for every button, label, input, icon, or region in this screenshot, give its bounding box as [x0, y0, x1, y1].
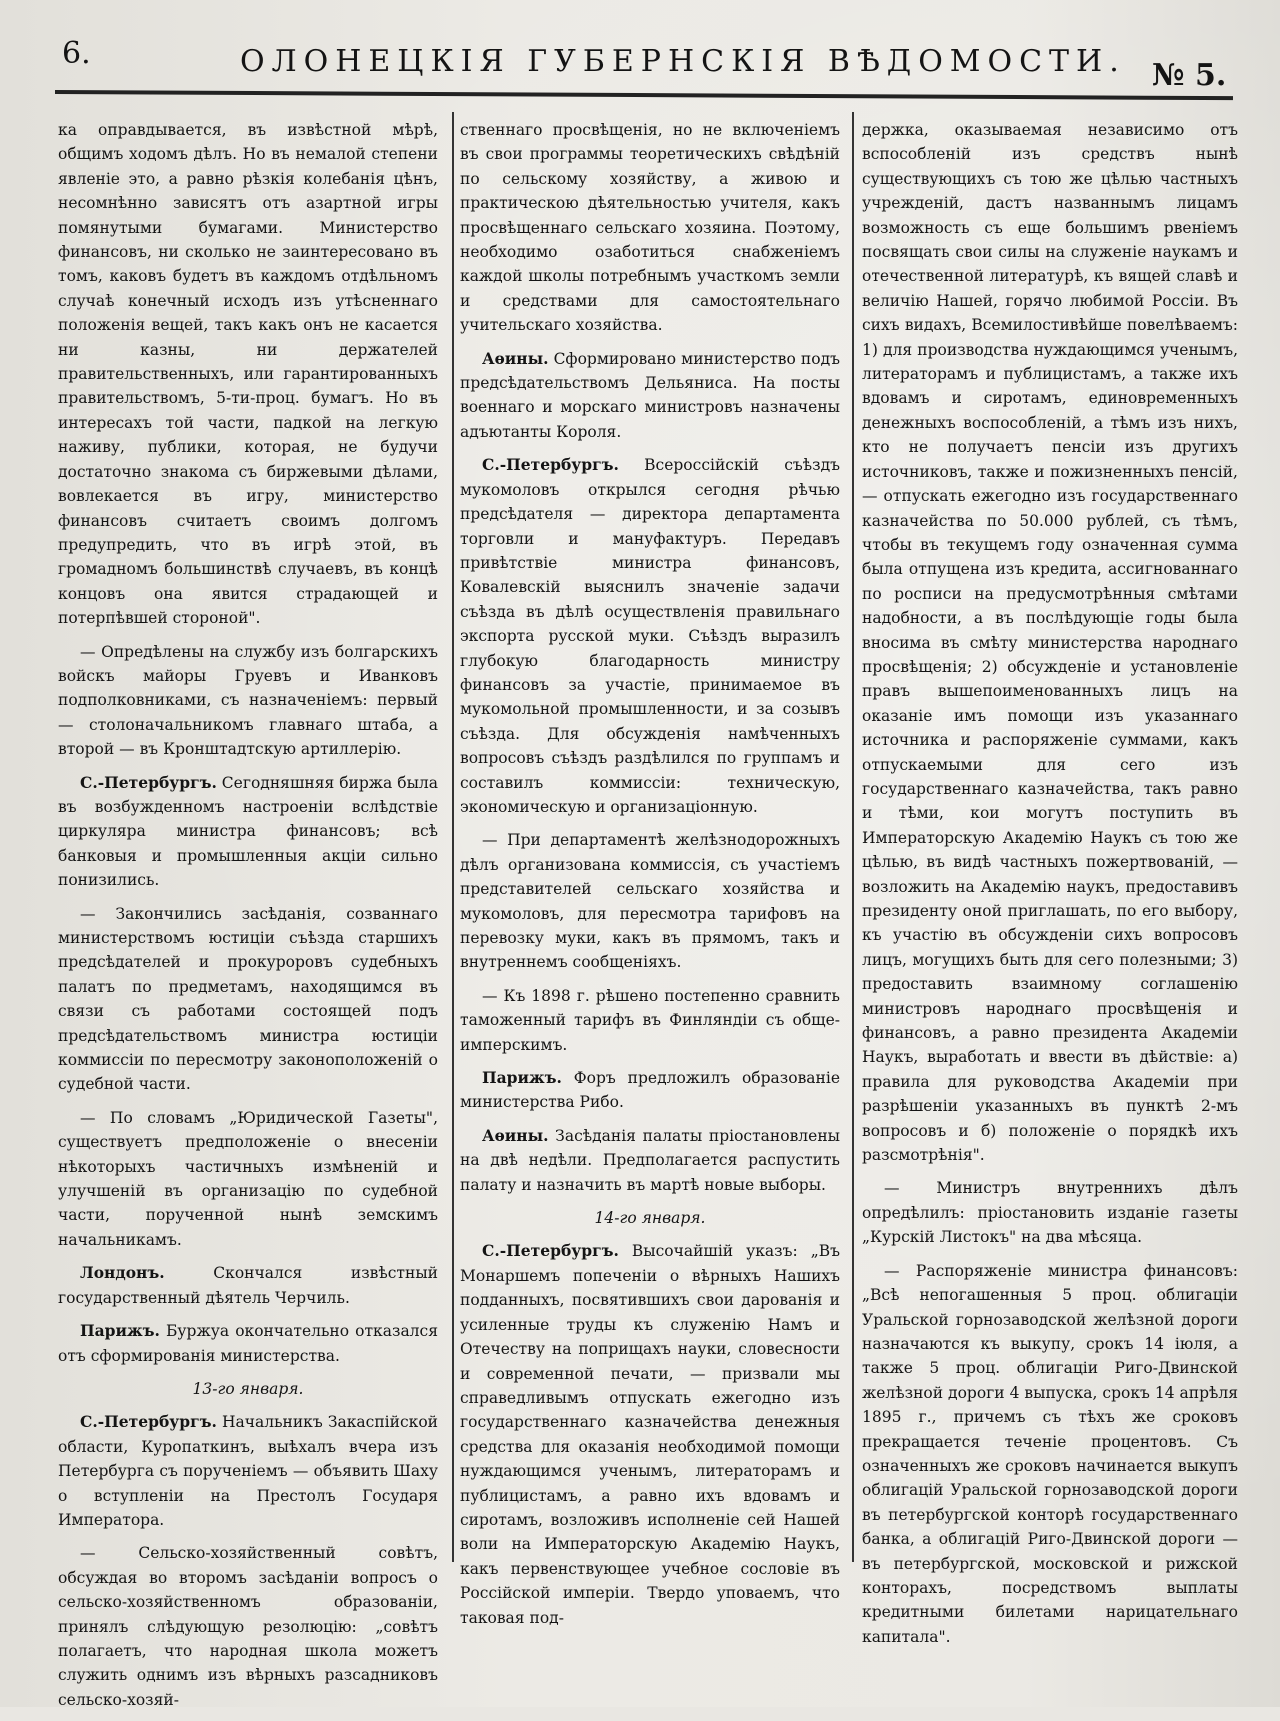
paragraph-text: Сегодняшняя биржа была въ возбужденномъ настроеніи вслѣдствіе циркуляра министра финансовъ; всѣ банковыя и промышленныя акціи сильно понизились.	[58, 773, 438, 890]
paragraph-text: Буржуа окончательно отказался отъ сформированія министерства.	[58, 1322, 438, 1365]
paragraph-text: Сформировано министерство подъ предсѣдательствомъ Дельяниса. На посты военнаго и морскаго министровъ назначены адъютанты Короля.	[460, 349, 840, 441]
column-3	[862, 118, 1238, 1658]
dateline: Парижъ.	[482, 1068, 562, 1088]
paragraph-text: — Министръ внутреннихъ дѣлъ опредѣлилъ: пріостановить изданіе газеты „Курскій Листокъ" на два мѣсяца.	[862, 1179, 1238, 1247]
issue-number: № 5.	[1152, 58, 1227, 93]
newspaper-title: ОЛОНЕЦКІЯ ГУБЕРНСКІЯ ВѢДОМОСТИ.	[240, 44, 1126, 79]
dateline: С.-Петербургъ.	[482, 455, 619, 475]
article-paragraph	[862, 1259, 1238, 1650]
paragraph-text: держка, оказываемая независимо отъ вспособленій изъ средствъ нынѣ существующихъ съ тою же цѣлью частныхъ учрежденій, дастъ названнымъ лицамъ возможность съ еще большимъ рвеніемъ посвящать свои силы на служеніе наукамъ и отечественной литературѣ, къ вящей славѣ и величію Нашей, горячо любимой Россіи. Въ сихъ видахъ, Всемилостивѣйше повелѣваемъ: 1) для производства нуждающимся ученымъ, литераторамъ и публицистамъ, а также ихъ вдовамъ и сиротамъ, единовременныхъ денежныхъ воспособленій, а тѣмъ изъ нихъ, кто не получаетъ пенсіи изъ другихъ источниковъ, также и пожизненныхъ пенсій, — отпускать ежегодно изъ государственнаго казначейства по 50.000 рублей, съ тѣмъ, чтобы въ текущемъ году означенная сумма была отпущена изъ кредита, ассигнованнаго по росписи на предусмотрѣнныя смѣтами надобности, а въ послѣдующіе годы была вносима въ смѣту министерства народнаго просвѣщенія; 2) обсужденіе и установленіе правъ вышепоименованныхъ лицъ на оказаніе имъ помощи изъ указаннаго источника и распоряженіе суммами, какъ отпускаемыми для сего изъ государственнаго казначейства, такъ равно и тѣми, кои могутъ поступить въ Императорскую Академію Наукъ съ тою же цѣлью, въ видѣ частныхъ пожертвованій, — возложить на Академію наукъ, предоставивъ президенту оной приглашать, по его выбору, къ участію въ обсужденіи сихъ вопросовъ лицъ, могущихъ быть для сего полезными; 3) предоставить взаимному соглашенію министровъ народнаго просвѣщенія и финансовъ, а равно президента Академіи Наукъ, выработать и ввести въ дѣйствіе: а) правила для руководства Академіи при разрѣшеніи указанныхъ въ пунктѣ 2-мъ вопросовъ и б) положеніе о порядкѣ ихъ разсмотрѣнія".	[862, 121, 1238, 1165]
article-paragraph	[862, 118, 1238, 1167]
paragraph-text: Начальникъ Закаспійской области, Куропаткинъ, выѣхалъ вчера изъ Петербурга съ порученіемъ — объявить Шаху о вступленіи на Престолъ Государя Императора.	[58, 1413, 438, 1529]
column-2	[460, 118, 840, 1639]
article-paragraph	[58, 1106, 438, 1252]
dateline: Парижъ.	[80, 1321, 160, 1341]
paragraph-text: ка оправдывается, въ извѣстной мѣрѣ, общимъ ходомъ дѣлъ. Но въ немалой степени явленіе это, а равно рѣзкія колебанія цѣнъ, несомнѣнно зависятъ отъ азартной игры помянутыми бумагами. Министерство финансовъ, ни сколько не заинтересовано въ томъ, каковъ будетъ въ каждомъ отдѣльномъ случаѣ конечный исходъ изъ утѣсненнаго положенія вещей, такъ какъ онъ не касается ни казны, ни держателей правительственныхъ, или гарантированныхъ правительствомъ, 5-ти-проц. бумагъ. Но въ интересахъ той части, падкой на легкую наживу, публики, которая, не будучи достаточно знакома съ биржевыми дѣлами, вовлекается въ игру, министерство финансовъ считаетъ своимъ долгомъ предупредить, что въ игрѣ этой, въ громадномъ большинствѣ случаевъ, въ концѣ концовъ она явится страдающей и потерпѣвшей стороной".	[58, 121, 438, 628]
dateline: С.-Петербургъ.	[80, 772, 217, 792]
paragraph-text: Скончался извѣстный государственный дѣятель Черчиль.	[58, 1264, 438, 1307]
paragraph-text: — Закончились засѣданія, созваннаго министерствомъ юстиціи съѣзда старшихъ предсѣдателей и прокуроровъ судебныхъ палатъ по предметамъ, находящимся въ связи съ работами состоящей подъ предсѣдательствомъ министра юстиціи коммиссіи по пересмотру законоположеній о судебной части.	[58, 904, 438, 1094]
article-paragraph	[460, 1124, 840, 1197]
paragraph-text: — При департаментѣ желѣзнодорожныхъ дѣлъ организована коммиссія, съ участіемъ представителей сельскаго хозяйства и мукомоловъ, для пересмотра тарифовъ на перевозку муки, какъ въ прямомъ, такъ и внутреннемъ сообщеніяхъ.	[460, 831, 840, 972]
article-paragraph	[460, 1239, 840, 1630]
article-paragraph	[58, 1261, 438, 1310]
article-paragraph	[460, 347, 840, 445]
paragraph-text: Форъ предложилъ образованіе министерства Рибо.	[460, 1069, 840, 1112]
dateline: С.-Петербургъ.	[80, 1412, 217, 1432]
paragraph-text: — Опредѣлены на службу изъ болгарскихъ войскъ майоры Груевъ и Иванковъ подполковниками, съ назначеніемъ: первый — столоначальникомъ главнаго штаба, а второй — въ Кронштадтскую артиллерію.	[58, 642, 438, 759]
paragraph-text: ственнаго просвѣщенія, но не включеніемъ въ свои программы теоретическихъ свѣдѣній по сельскому хозяйству, а живою и практическою дѣятельностью учителя, какъ просвѣщеннаго сельскаго хозяина. Поэтому, необходимо озаботиться снабженіемъ каждой школы потребнымъ участкомъ земли и средствами для самостоятельнаго учительскаго хозяйства.	[460, 121, 840, 335]
article-paragraph	[460, 828, 840, 974]
paragraph-text: — Распоряженіе министра финансовъ: „Всѣ непогашенныя 5 проц. облигаціи Уральской горнозаводской желѣзной дороги назначаются къ выкупу, срокъ 14 іюля, а также 5 проц. облигаціи Риго-Двинской желѣзной дороги 4 выпуска, срокъ 14 апрѣля 1895 г., причемъ съ тѣхъ же сроковъ прекращается теченіе процентовъ. Съ означенныхъ же сроковъ начинается выкупъ облигацій Уральской горнозаводской дороги въ петербургской конторѣ государственнаго банка, а облигацій Риго-Двинской дороги — въ петербургской, московской и рижской конторахъ, посредствомъ выплаты кредитными билетами нарицательнаго капитала".	[862, 1261, 1238, 1646]
dateline: С.-Петербургъ.	[482, 1241, 619, 1261]
paragraph-text: — По словамъ „Юридической Газеты", существуетъ предположеніе о внесеніи нѣкоторыхъ частичныхъ измѣненій и улучшеній въ организацію по судебной части, порученной нынѣ земскимъ начальникамъ.	[58, 1108, 438, 1249]
paragraph-text: — Къ 1898 г. рѣшено постепенно сравнить таможенный тарифъ въ Финляндіи съ обще-имперскимъ.	[460, 986, 840, 1054]
article-paragraph	[460, 118, 840, 338]
article-paragraph	[58, 1541, 438, 1712]
article-paragraph	[58, 1410, 438, 1532]
paragraph-text: Засѣданія палаты пріостановлены на двѣ недѣли. Предполагается распустить палату и назначить въ мартѣ новые выборы.	[460, 1126, 840, 1194]
article-paragraph	[58, 771, 438, 893]
column-divider	[852, 112, 854, 1562]
dateline: Лондонъ.	[80, 1263, 165, 1283]
paragraph-text: Всероссійскій съѣздъ мукомоловъ открылся сегодня рѣчью предсѣдателя — директора департамента торговли и мануфактуръ. Передавъ привѣтствіе министра финансовъ, Ковалевскій выяснилъ значеніе задачи съѣзда въ дѣлѣ осуществленія правильнаго экспорта русской муки. Съѣздъ выразилъ глубокую благодарность министру финансовъ за участіе, принимаемое въ мукомольной промышленности, и за созывъ съѣзда. Для обсужденія намѣченныхъ вопросовъ съѣздъ раздѣлился по группамъ и составилъ коммиссіи: техническую, экономическую и организаціонную.	[460, 456, 840, 816]
paragraph-text: — Сельско-хозяйственный совѣтъ, обсуждая во второмъ засѣданіи вопросъ о сельско-хозяйственномъ образованіи, принялъ слѣдующую резолюцію: „совѣтъ полагаетъ, что народная школа можетъ служить однимъ изъ вѣрныхъ разсадниковъ сельско-хозяй-	[58, 1544, 438, 1709]
article-paragraph	[58, 118, 438, 631]
column-1	[58, 118, 438, 1721]
dateline: Аѳины.	[482, 1125, 549, 1145]
article-paragraph	[58, 902, 438, 1097]
article-paragraph	[460, 453, 840, 819]
date-heading: 14-го января.	[594, 1209, 706, 1228]
article-paragraph	[58, 1319, 438, 1368]
paragraph-text: Высочайшій указъ: „Въ Монаршемъ попеченіи о вѣрныхъ Нашихъ подданныхъ, посвятившихъ свои дарованія и усиленные труды къ служенію Намъ и Отечеству на поприщахъ науки, словесности и современной печати, — призвали мы справедливымъ отпускать ежегодно изъ государственнаго казначейства денежныя средства для оказанія необходимой помощи нуждающимся ученымъ, литераторамъ и публицистамъ, а равно ихъ вдовамъ и сиротамъ, возложивъ исполненіе сей Нашей воли на Императорскую Академію Наукъ, какъ первенствующее учебное сословіе въ Россійской имперіи. Твердо уповаемъ, что таковая под-	[460, 1242, 840, 1627]
article-paragraph	[58, 640, 438, 762]
page-number: 6.	[62, 36, 91, 71]
article-paragraph	[460, 984, 840, 1057]
article-paragraph	[862, 1176, 1238, 1249]
dateline: Аѳины.	[482, 348, 549, 368]
column-divider	[452, 112, 454, 1562]
article-paragraph	[460, 1066, 840, 1115]
header-rule	[55, 90, 1233, 100]
date-heading: 13-го января.	[192, 1379, 304, 1398]
